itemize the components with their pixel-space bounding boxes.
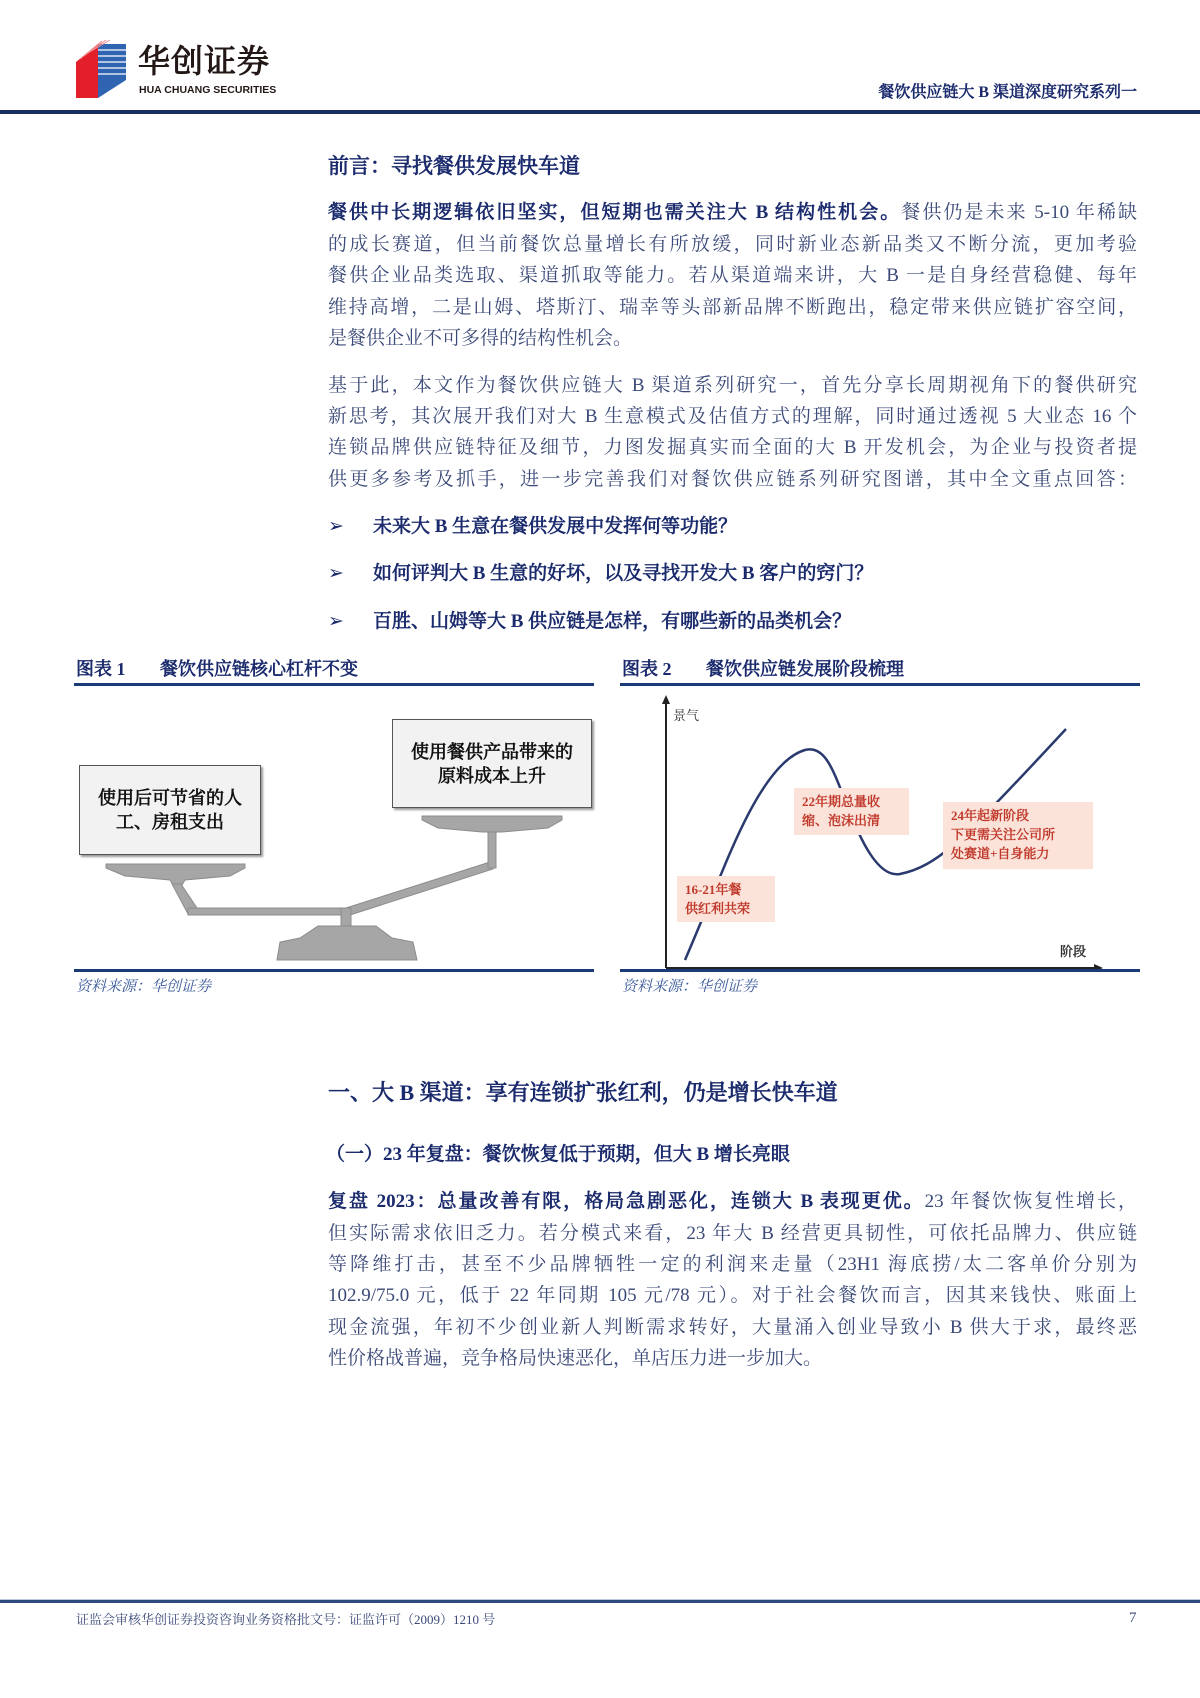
tag-line: 处赛道+自身能力	[951, 846, 1050, 861]
arrow-bullet-icon: ➢	[328, 563, 344, 584]
stage-tag-2	[794, 788, 909, 835]
arrow-bullet-icon: ➢	[328, 516, 344, 537]
section1-para-line	[328, 1190, 1137, 1214]
y-axis-label: 景气	[673, 708, 700, 723]
bullet-text: 未来大 B 生意在餐供发展中发挥何等功能？	[373, 516, 738, 537]
section1-para-line: 102.9/75.0 元，低于 22 年同期 105 元/78 元）。对于社会餐饮而言，因其来钱快、账面上	[328, 1285, 1137, 1306]
stage-tag-1	[677, 876, 775, 922]
figure1-number: 图表 1	[76, 659, 126, 679]
para2-line: 供更多参考及抓手，进一步完善我们对餐饮供应链系列研究图谱，其中全文重点回答：	[328, 469, 1137, 490]
y-axis-arrow-icon	[662, 695, 670, 704]
right-box-line: 原料成本上升	[438, 765, 546, 786]
tag-line: 下更需关注公司所	[951, 827, 1056, 842]
left-box-line: 工、房租支出	[116, 812, 224, 832]
logo-en-text: HUA CHUANG SECURITIES	[139, 84, 277, 96]
bullet-text: 如何评判大 B 生意的好坏，以及寻找开发大 B 客户的窍门？	[373, 563, 874, 584]
para1-line: 维持高增，二是山姆、塔斯汀、瑞幸等头部新品牌不断跑出，稳定带来供应链扩容空间，	[328, 297, 1137, 318]
right-box-line: 使用餐供产品带来的	[411, 741, 573, 762]
section1-para-line: 但实际需求依旧乏力。若分模式来看，23 年大 B 经营更具韧性，可依托品牌力、供应链	[328, 1223, 1137, 1244]
figure2-source: 资料来源：华创证券	[622, 979, 758, 995]
section1-para-first-rest: 23 年餐饮恢复性增长，	[924, 1191, 1137, 1212]
series-title: 餐饮供应链大 B 渠道深度研究系列一	[878, 84, 1137, 101]
arrow-bullet-icon: ➢	[328, 611, 344, 632]
x-axis-label: 阶段	[1060, 944, 1087, 959]
para2-line: 基于此，本文作为餐饮供应链大 B 渠道系列研究一，首先分享长周期视角下的餐供研究	[328, 375, 1137, 396]
tag-line: 供红利共荣	[685, 901, 751, 916]
left-box-line: 使用后可节省的人	[98, 788, 242, 808]
section1-para-line: 现金流强，年初不少创业新人判断需求转好，大量涌入创业导致小 B 供大于求，最终恶	[328, 1317, 1137, 1338]
footer-license: 证监会审核华创证券投资咨询业务资格批文号：证监许可（2009）1210 号	[76, 1612, 496, 1627]
section1-para-line: 性价格战普遍，竞争格局快速恶化，单店压力进一步加大。	[328, 1348, 823, 1369]
section1-subheading: （一）23 年复盘：餐饮恢复低于预期，但大 B 增长亮眼	[326, 1144, 790, 1165]
section1-para-lead: 复盘 2023：总量改善有限，格局急剧恶化，连锁大 B 表现更优。	[328, 1191, 925, 1212]
section1-heading: 一、大 B 渠道：享有连锁扩张红利，仍是增长快车道	[328, 1080, 838, 1105]
para2-line: 新思考，其次展开我们对大 B 生意模式及估值方式的理解，同时通过透视 5 大业态 16 个	[328, 406, 1137, 427]
figure2-number: 图表 2	[622, 659, 672, 679]
figure1-title-text: 餐饮供应链核心杠杆不变	[160, 659, 358, 679]
para1-lead: 餐供中长期逻辑依旧坚实，但短期也需关注大 B 结构性机会。	[328, 202, 902, 223]
para2-line: 连锁品牌供应链特征及细节，力图发掘真实而全面的大 B 开发机会，为企业与投资者提	[328, 437, 1137, 458]
figure2-bottom-rule	[620, 969, 1140, 972]
tag-line: 16-21年餐	[685, 882, 742, 897]
footer-rule	[0, 1599, 1200, 1603]
tag-line: 缩、泡沫出清	[802, 813, 881, 828]
para1-line: 餐供企业品类选取、渠道抓取等能力。若从渠道端来讲，大 B 一是自身经营稳健、每年	[328, 265, 1137, 286]
tag-line: 22年期总量收	[802, 794, 881, 809]
figure2-title-text: 餐饮供应链发展阶段梳理	[706, 659, 904, 679]
figure1-source: 资料来源：华创证券	[76, 979, 212, 995]
section1-para-line: 等降维打击，甚至不少品牌牺牲一定的利润来走量（23H1 海底捞/太二客单价分别为	[328, 1254, 1137, 1275]
tag-line: 24年起新阶段	[951, 808, 1030, 823]
stage-tag-3	[943, 802, 1093, 869]
para1-line: 是餐供企业不可多得的结构性机会。	[328, 328, 633, 349]
page-number: 7	[1129, 1610, 1137, 1626]
para1-line: 的成长赛道，但当前餐饮总量增长有所放缓，同时新业态新品类又不断分流，更加考验	[328, 234, 1137, 255]
bullet-text: 百胜、山姆等大 B 供应链是怎样，有哪些新的品类机会？	[373, 611, 852, 632]
logo-cn-text: 华创证券	[138, 43, 271, 79]
para1-first-rest: 餐供仍是未来 5-10 年稀缺	[901, 202, 1137, 223]
intro-heading: 前言：寻找餐供发展快车道	[328, 154, 580, 178]
